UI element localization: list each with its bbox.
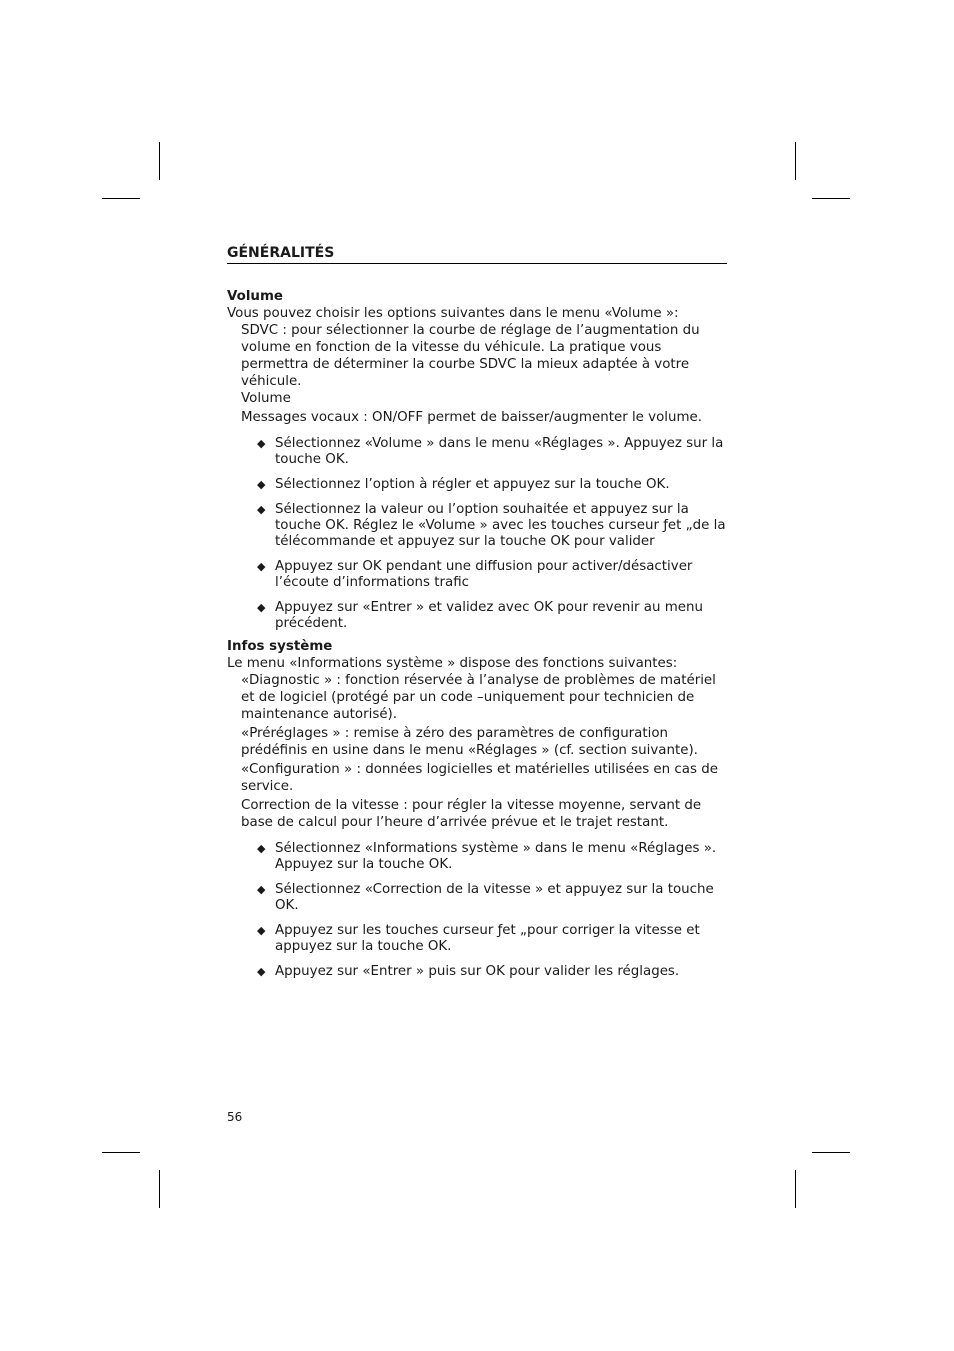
list-item <box>227 477 727 493</box>
volume-option: Volume <box>241 391 291 406</box>
volume-heading: Volume <box>227 289 283 304</box>
bullet-diamond-icon: ◆ <box>257 437 266 450</box>
step-text: Sélectionnez l’option à régler et appuyez sur la touche OK. <box>275 477 670 492</box>
list-item <box>227 923 727 955</box>
page-content <box>227 288 727 989</box>
infos-intro: Le menu «Informations système » dispose des fonctions suivantes: <box>227 656 678 671</box>
infos-steps <box>227 841 727 980</box>
crop-mark-bottom-right-vertical <box>795 1170 796 1208</box>
bullet-diamond-icon: ◆ <box>257 560 266 573</box>
step-text: Sélectionnez la valeur ou l’option souhaitée et appuyez sur la touche OK. Réglez le «Volume » avec les touches curseur ƒet „de la télécommande et appuyez sur la touche OK pour valider <box>275 502 726 549</box>
bullet-diamond-icon: ◆ <box>257 924 266 937</box>
list-item <box>227 559 727 591</box>
crop-mark-top-right-horizontal <box>812 198 850 199</box>
volume-section <box>227 288 727 632</box>
step-text: Appuyez sur OK pendant une diffusion pour activer/désactiver l’écoute d’informations trafic <box>275 559 693 590</box>
volume-intro: Vous pouvez choisir les options suivantes dans le menu «Volume »: <box>227 306 679 321</box>
list-item <box>227 841 727 873</box>
infos-heading: Infos système <box>227 639 333 654</box>
crop-mark-bottom-left-horizontal <box>102 1152 140 1153</box>
list-item <box>227 436 727 468</box>
step-text: Appuyez sur les touches curseur ƒet „pour corriger la vitesse et appuyez sur la touche OK. <box>275 923 700 954</box>
crop-mark-bottom-right-horizontal <box>812 1152 850 1153</box>
infos-section <box>227 638 727 980</box>
crop-mark-top-left-horizontal <box>102 198 140 199</box>
list-item <box>227 882 727 914</box>
bullet-diamond-icon: ◆ <box>257 883 266 896</box>
list-item <box>227 600 727 632</box>
volume-steps <box>227 436 727 632</box>
infos-option: «Préréglages » : remise à zéro des paramètres de configuration prédéfinis en usine dans le menu «Réglages » (cf. section suivante). <box>241 726 698 758</box>
infos-option: Correction de la vitesse : pour régler la vitesse moyenne, servant de base de calcul pour l’heure d’arrivée prévue et le trajet restant. <box>241 798 702 830</box>
infos-option: «Diagnostic » : fonction réservée à l’analyse de problèmes de matériel et de logiciel (protégé par un code –uniquement pour technicien de maintenance autorisé). <box>241 673 716 722</box>
page-number: 56 <box>227 1110 243 1124</box>
volume-option: SDVC : pour sélectionner la courbe de réglage de l’augmentation du volume en fonction de la vitesse du véhicule. La pratique vous permettra de déterminer la courbe SDVC la mieux adaptée à votre véhicule. <box>241 323 700 389</box>
bullet-diamond-icon: ◆ <box>257 601 266 614</box>
crop-mark-top-right-vertical <box>795 142 796 180</box>
bullet-diamond-icon: ◆ <box>257 478 266 491</box>
bullet-diamond-icon: ◆ <box>257 842 266 855</box>
infos-option: «Configuration » : données logicielles et matérielles utilisées en cas de service. <box>241 762 718 794</box>
bullet-diamond-icon: ◆ <box>257 503 266 516</box>
step-text: Sélectionnez «Correction de la vitesse » et appuyez sur la touche OK. <box>275 882 714 913</box>
step-text: Appuyez sur «Entrer » puis sur OK pour valider les réglages. <box>275 964 680 979</box>
step-text: Sélectionnez «Informations système » dans le menu «Réglages ». Appuyez sur la touche OK. <box>275 841 717 872</box>
list-item <box>227 502 727 550</box>
crop-mark-bottom-left-vertical <box>159 1170 160 1208</box>
crop-mark-top-left-vertical <box>159 142 160 180</box>
step-text: Appuyez sur «Entrer » et validez avec OK pour revenir au menu précédent. <box>275 600 704 631</box>
list-item <box>227 964 727 980</box>
volume-option: Messages vocaux : ON/OFF permet de baisser/augmenter le volume. <box>241 410 703 425</box>
step-text: Sélectionnez «Volume » dans le menu «Réglages ». Appuyez sur la touche OK. <box>275 436 724 467</box>
section-title: GÉNÉRALITÉS <box>227 244 727 264</box>
bullet-diamond-icon: ◆ <box>257 965 266 978</box>
